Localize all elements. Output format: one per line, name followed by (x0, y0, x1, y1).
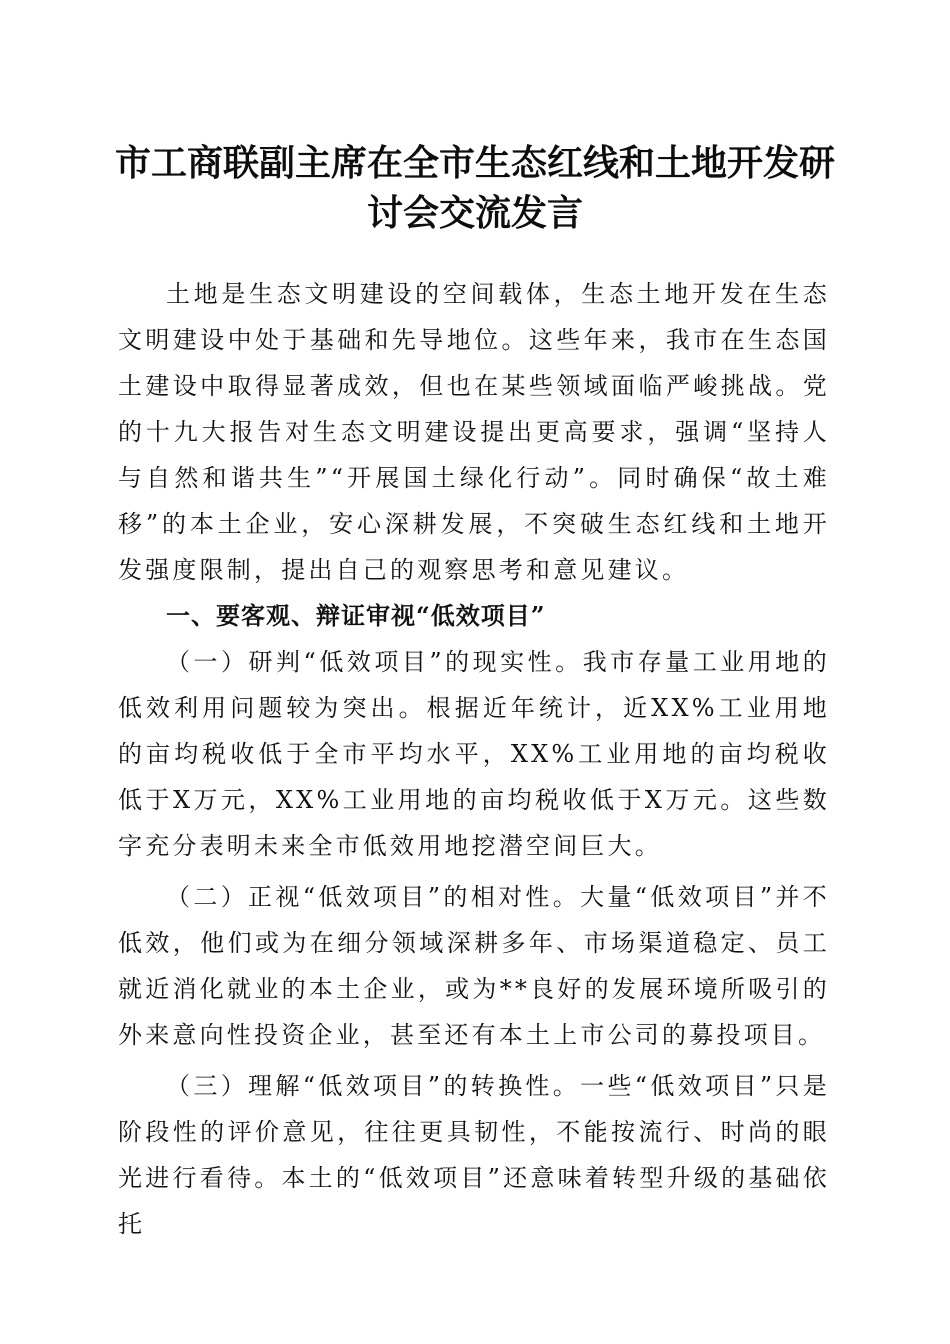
subsection-lead-3: （三）理解“低效项目”的转换性。 (166, 1072, 581, 1100)
intro-paragraph: 土地是生态文明建设的空间载体，生态土地开发在生态文明建设中处于基础和先导地位。这些年来，我市在生态国土建设中取得显著成效，但也在某些领域面临严峻挑战。党的十九大报告对生态文明建设提出更高要求，强调“坚持人与自然和谐共生”“开展国土绿化行动”。同时确保“故土难移”的本土企业，安心深耕发展，不突破生态红线和土地开发强度限制，提出自己的观察思考和意见建议。 (118, 280, 830, 584)
subsection-paragraph-3 (118, 1063, 830, 1247)
document-body (118, 271, 830, 1247)
document-title: 市工商联副主席在全市生态红线和土地开发研讨会交流发言 (114, 142, 835, 234)
subsection-text-2: 大量“低效项目”并不低效，他们或为在细分领域深耕多年、市场渠道稳定、员工就近消化就业的本土企业，或为**良好的发展环境所吸引的外来意向性投资企业，甚至还有本土上市公司的募投项目。 (118, 883, 830, 1049)
subsection-paragraph-1 (118, 639, 830, 869)
section-heading: 一、要客观、辩证审视“低效项目” (166, 601, 546, 630)
subsection-lead-1: （一）研判“低效项目”的现实性。 (166, 648, 583, 676)
subsection-paragraph-2 (118, 874, 830, 1058)
subsection-lead-2: （二）正视“低效项目”的相对性。 (166, 883, 581, 911)
subsection-text-3: 一些“低效项目”只是阶段性的评价意见，往往更具韧性，不能按流行、时尚的眼光进行看待。本土的“低效项目”还意味着转型升级的基础依托 (118, 1072, 830, 1238)
subsection-text-1: 我市存量工业用地的低效利用问题较为突出。根据近年统计，近XX%工业用地的亩均税收低于全市平均水平，XX%工业用地的亩均税收低于X万元，XX%工业用地的亩均税收低于X万元。这些数字充分表明未来全市低效用地挖潜空间巨大。 (118, 648, 830, 860)
